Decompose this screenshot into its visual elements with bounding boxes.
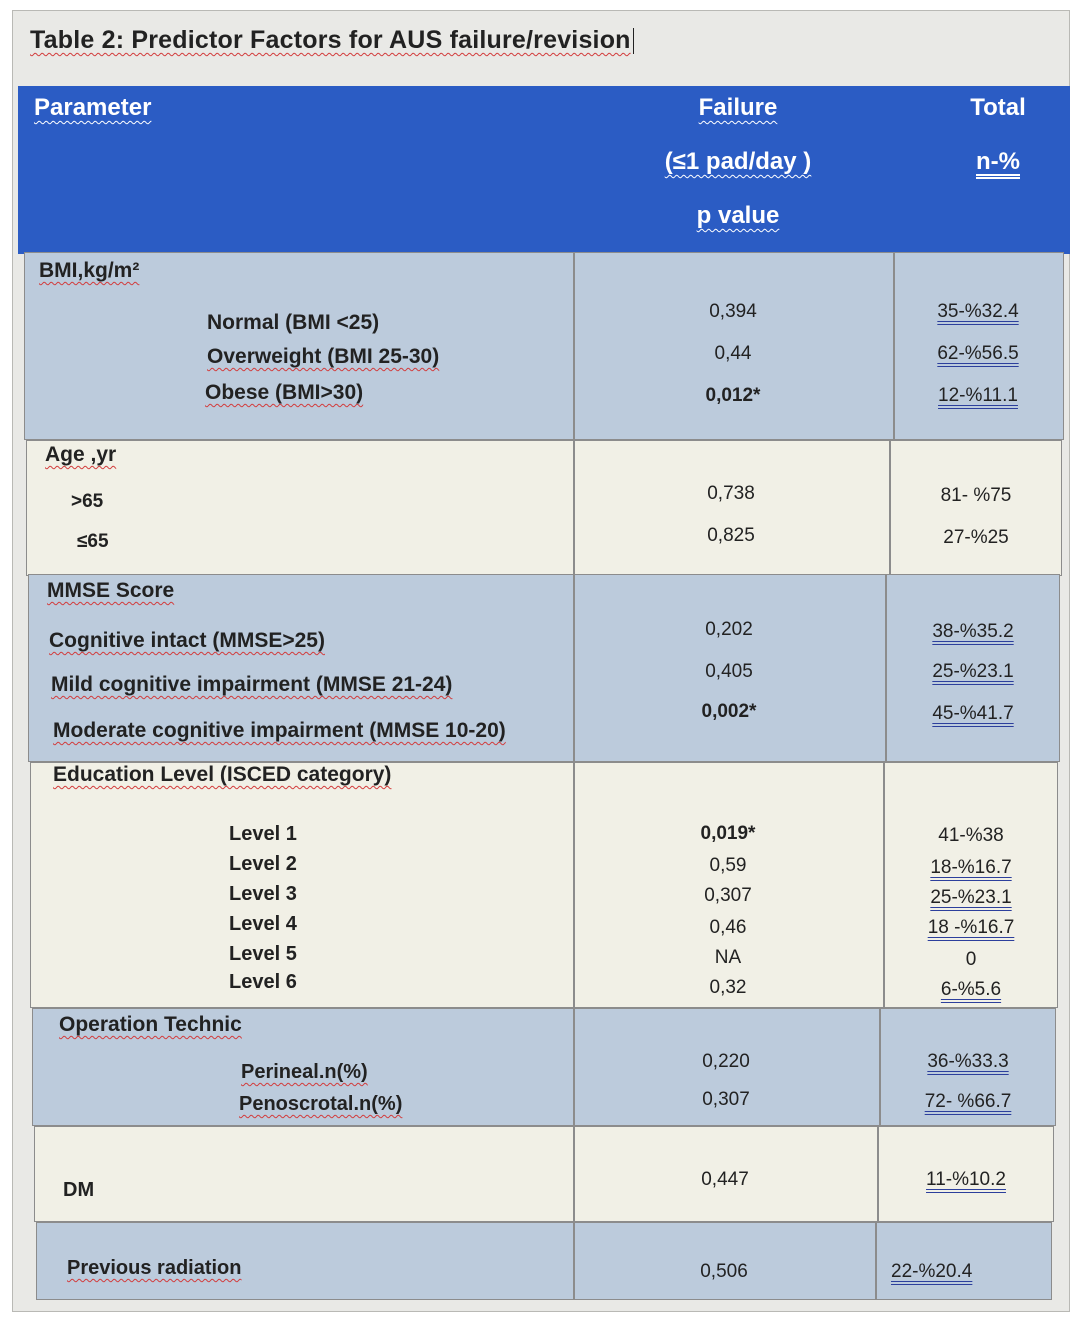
mmse-row-total: 25-%23.1 (932, 661, 1014, 682)
mmse-row-label: Moderate cognitive impairment (MMSE 10-20) (53, 719, 506, 742)
age-row-label: ≤65 (77, 531, 109, 552)
education-row-label: Level 6 (229, 971, 297, 993)
education-row-total: 41-%38 (938, 825, 1004, 846)
bmi-row-label: Overweight (BMI 25-30) (207, 345, 440, 368)
mmse-row-label: Cognitive intact (MMSE>25) (49, 629, 325, 652)
bmi-row-label: Normal (BMI <25) (207, 311, 380, 334)
mmse-row-p: 0,002* (701, 701, 757, 722)
bmi-row-label: Obese (BMI>30) (205, 381, 364, 404)
age-row-p: 0,738 (707, 483, 755, 504)
education-row-label: Level 3 (229, 883, 297, 905)
dm-p: 0,447 (701, 1169, 749, 1190)
table-title: Table 2: Predictor Factors for AUS failure/revision (30, 26, 634, 55)
section-age (26, 440, 1062, 576)
header-total: Total (970, 94, 1026, 121)
dm-label: DM (63, 1179, 95, 1201)
age-row-total: 81- %75 (940, 485, 1012, 506)
mmse-row-total: 45-%41.7 (932, 703, 1014, 724)
education-row-label: Level 5 (229, 943, 297, 965)
age-row-label: >65 (71, 491, 104, 512)
header-failure: Failure (698, 94, 778, 121)
operation-row-label: Penoscrotal.n(%) (239, 1093, 403, 1115)
dm-total: 11-%10.2 (926, 1169, 1006, 1190)
mmse-row-label: Mild cognitive impairment (MMSE 21-24) (51, 673, 453, 696)
age-row-p: 0,825 (707, 525, 755, 546)
education-heading: Education Level (ISCED category) (53, 763, 392, 786)
education-row-p: NA (714, 947, 742, 968)
education-row-p: 0,32 (709, 977, 747, 998)
bmi-row-p: 0,394 (709, 301, 757, 322)
education-row-total: 25-%23.1 (930, 887, 1012, 908)
age-heading: Age ,yr (45, 443, 117, 466)
bmi-row-total: 62-%56.5 (937, 343, 1019, 364)
header-p-value: p value (696, 202, 780, 229)
header-total-unit: n-% (976, 148, 1020, 175)
age-row-total: 27-%25 (943, 527, 1009, 548)
education-row-p: 0,46 (709, 917, 747, 938)
education-row-total: 18-%16.7 (930, 857, 1012, 878)
table-header (18, 86, 1070, 254)
bmi-heading: BMI,kg/m² (39, 259, 140, 282)
education-row-p: 0,019* (700, 823, 756, 844)
mmse-row-total: 38-%35.2 (932, 621, 1014, 642)
mmse-heading: MMSE Score (47, 579, 175, 602)
section-mmse (28, 574, 1060, 762)
education-row-p: 0,307 (704, 885, 752, 906)
education-row-total: 0 (965, 949, 977, 970)
education-row-total: 6-%5.6 (940, 979, 1002, 1000)
bmi-row-total: 12-%11.1 (938, 385, 1018, 406)
bmi-row-total: 35-%32.4 (937, 301, 1019, 322)
radiation-total: 22-%20.4 (891, 1261, 973, 1282)
radiation-p: 0,506 (700, 1261, 748, 1282)
bmi-row-p: 0,012* (705, 385, 761, 406)
section-bmi (24, 252, 1064, 440)
operation-row-p: 0,220 (702, 1051, 750, 1072)
operation-heading: Operation Technic (59, 1013, 242, 1036)
mmse-row-p: 0,202 (705, 619, 753, 640)
education-row-label: Level 4 (229, 913, 297, 935)
education-row-label: Level 2 (229, 853, 297, 875)
operation-row-total: 72- %66.7 (924, 1091, 1012, 1112)
section-operation (32, 1008, 1056, 1126)
section-education (30, 762, 1058, 1008)
radiation-label: Previous radiation (67, 1257, 242, 1279)
education-row-p: 0,59 (709, 855, 747, 876)
operation-row-label: Perineal.n(%) (241, 1061, 368, 1083)
header-parameter: Parameter (34, 94, 152, 121)
education-row-label: Level 1 (229, 823, 297, 845)
bmi-row-p: 0,44 (714, 343, 752, 364)
section-dm (34, 1126, 1054, 1222)
section-radiation (36, 1222, 1052, 1300)
education-row-total: 18 -%16.7 (927, 917, 1015, 938)
operation-row-p: 0,307 (702, 1089, 750, 1110)
operation-row-total: 36-%33.3 (927, 1051, 1009, 1072)
header-failure-criteria: (≤1 pad/day ) (664, 148, 812, 175)
text-cursor (633, 28, 634, 54)
mmse-row-p: 0,405 (705, 661, 753, 682)
